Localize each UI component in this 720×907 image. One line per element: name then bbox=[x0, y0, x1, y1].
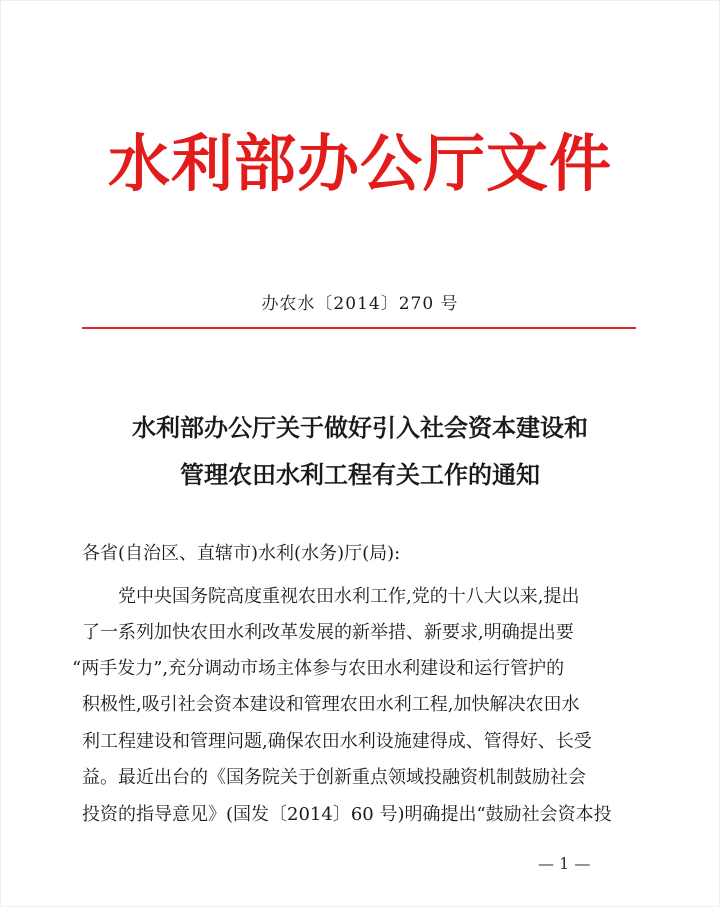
document-number: 办农水〔2014〕270 号 bbox=[261, 294, 459, 314]
body-line: 了一系列加快农田水利改革发展的新举措、新要求,明确提出要 bbox=[82, 622, 574, 643]
body-line: 投资的指导意见》(国发〔2014〕60 号)明确提出“鼓励社会资本投 bbox=[82, 804, 612, 825]
issuing-authority-header: 水利部办公厅文件 bbox=[107, 127, 612, 200]
notice-title-line-1: 水利部办公厅关于做好引入社会资本建设和 bbox=[132, 414, 588, 442]
body-line: 益。最近出台的《国务院关于创新重点领域投融资机制鼓励社会 bbox=[82, 767, 586, 788]
notice-title-line-2: 管理农田水利工程有关工作的通知 bbox=[180, 461, 540, 489]
body-line: 积极性,吸引社会资本建设和管理农田水利工程,加快解决农田水 bbox=[82, 694, 580, 715]
body-line: 党中央国务院高度重视农田水利工作,党的十八大以来,提出 bbox=[118, 586, 580, 607]
page-number: — 1 — bbox=[538, 854, 591, 873]
red-separator-rule bbox=[82, 327, 636, 329]
body-line: “两手发力”,充分调动市场主体参与农田水利建设和运行管护的 bbox=[72, 658, 565, 679]
body-line: 利工程建设和管理问题,确保农田水利设施建得成、管得好、长受 bbox=[82, 731, 592, 752]
addressee-line: 各省(自治区、直辖市)水利(水务)厅(局): bbox=[82, 543, 401, 564]
